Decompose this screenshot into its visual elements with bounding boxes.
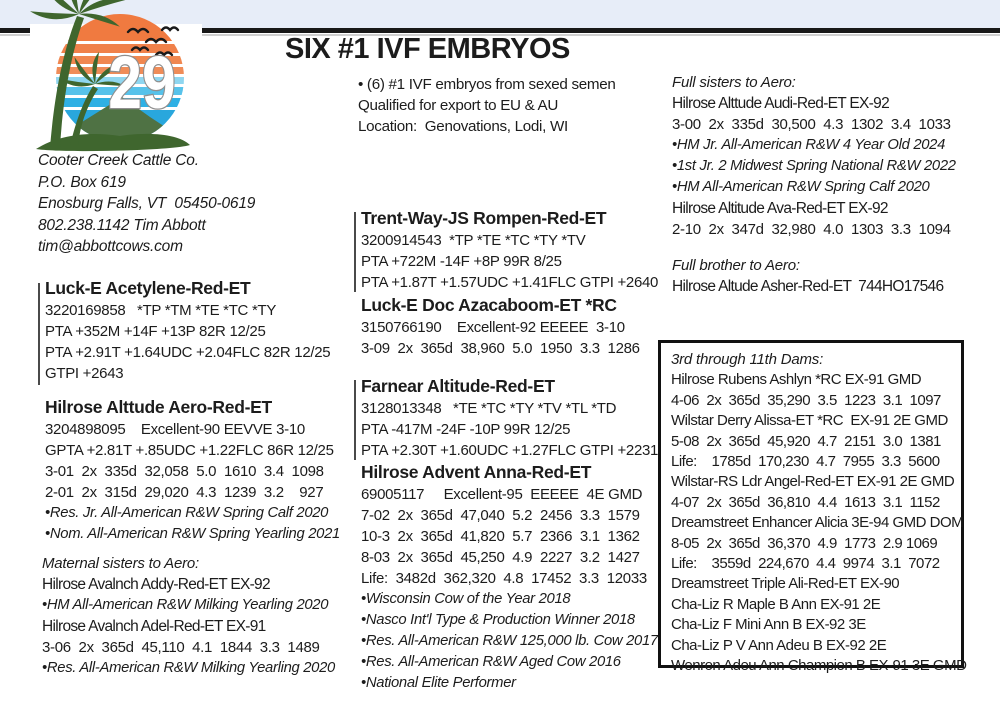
lactation-record: 3-06 2x 365d 45,110 4.1 1844 3.3 1489 [42, 639, 320, 656]
pedigree-name: Hilrose Alttude Aero-Red-ET [45, 397, 272, 417]
award-line: •Res. All-American R&W Milking Yearling 2020 [42, 660, 335, 676]
lifetime-record: Life: 3482d 362,320 4.8 17452 3.3 12033 [361, 570, 647, 587]
section-label: Full brother to Aero: [672, 257, 800, 274]
pedigree-bracket-line [354, 380, 356, 460]
pedigree-line: PTA +722M -14F +8P 99R 8/25 [361, 253, 562, 270]
pedigree-line: 3204898095 Excellent-90 EEVVE 3-10 [45, 421, 305, 438]
pedigree-name: Trent-Way-JS Rompen-Red-ET [361, 208, 607, 228]
award-line: •HM All-American R&W Milking Yearling 2020 [42, 597, 329, 613]
pedigree-line: GPTA +2.81T +.85UDC +1.22FLC 86R 12/25 [45, 442, 334, 459]
full-sisters-block [672, 72, 956, 240]
pedigree-name: Farnear Altitude-Red-ET [361, 376, 555, 396]
pedigree-line: PTA +1.87T +1.57UDC +1.41FLC GTPI +2640 [361, 274, 659, 291]
animal-name: Wilstar Derry Alissa-ET *RC EX-91 2E GMD [671, 412, 948, 430]
section-label: Maternal sisters to Aero: [42, 555, 200, 572]
lactation-record: 7-02 2x 365d 47,040 5.2 2456 3.3 1579 [361, 507, 640, 524]
lot-info-line: Location: Genovations, Lodi, WI [358, 118, 568, 135]
animal-name: Hilrose Alttude Audi-Red-ET EX-92 [672, 95, 889, 112]
award-line: •Nasco Int'l Type & Production Winner 2018 [361, 612, 635, 628]
award-line: •Res. Jr. All-American R&W Spring Calf 2020 [45, 505, 329, 521]
pedigree-line: PTA -417M -24F -10P 99R 12/25 [361, 421, 571, 438]
consignor-address: Enosburg Falls, VT 05450-0619 [38, 195, 256, 212]
section-label: Full sisters to Aero: [672, 74, 796, 91]
lot-logo [20, 0, 202, 152]
lactation-record: 8-05 2x 365d 36,370 4.9 1773 2.9 1069 [671, 534, 938, 552]
lot-info-line: Qualified for export to EU & AU [358, 97, 559, 114]
award-line: •HM Jr. All-American R&W 4 Year Old 2024 [672, 137, 946, 153]
award-line: •1st Jr. 2 Midwest Spring National R&W 2022 [672, 158, 956, 174]
pedigree-line: PTA +2.30T +1.60UDC +1.27FLC GTPI +2231 [361, 442, 659, 459]
dams-box [658, 340, 967, 675]
lifetime-record: Life: 1785d 170,230 4.7 7955 3.3 5600 [671, 453, 940, 471]
animal-name: Dreamstreet Triple Ali-Red-ET EX-90 [671, 575, 900, 593]
lactation-record: 3-01 2x 335d 32,058 5.0 1610 3.4 1098 [45, 463, 324, 480]
pedigree-line: 69005117 Excellent-95 EEEEE 4E GMD [361, 486, 643, 503]
animal-name: Wenron Adeu Ann Champion B EX-91 3E GMD [671, 657, 967, 675]
lactation-record: 8-03 2x 365d 45,250 4.9 2227 3.2 1427 [361, 549, 640, 566]
pedigree-name: Hilrose Advent Anna-Red-ET [361, 462, 592, 482]
award-line: •Wisconsin Cow of the Year 2018 [361, 591, 571, 607]
lactation-record: 3-00 2x 335d 30,500 4.3 1302 3.4 1033 [672, 116, 951, 133]
consignor-email: tim@abbottcows.com [38, 238, 183, 255]
lifetime-record: Life: 3559d 224,670 4.4 9974 3.1 7072 [671, 555, 940, 573]
animal-name: Dreamstreet Enhancer Alicia 3E-94 GMD DOM [671, 514, 964, 532]
lactation-record: 10-3 2x 365d 41,820 5.7 2366 3.1 1362 [361, 528, 640, 545]
full-brother-block [672, 255, 943, 297]
animal-name: Wilstar-RS Ldr Angel-Red-ET EX-91 2E GMD [671, 473, 955, 491]
pedigree-line: PTA +2.91T +1.64UDC +2.04FLC 82R 12/25 [45, 344, 331, 361]
animal-name: Cha-Liz R Maple B Ann EX-91 2E [671, 595, 881, 613]
pedigree-acetylene [45, 277, 330, 384]
pedigree-line: PTA +352M +14F +13P 82R 12/25 [45, 323, 266, 340]
award-line: •Res. All-American R&W Aged Cow 2016 [361, 654, 621, 670]
animal-name: Hilrose Avalnch Adel-Red-ET EX-91 [42, 618, 266, 635]
animal-name: Hilrose Rubens Ashlyn *RC EX-91 GMD [671, 371, 922, 389]
pedigree-name: Luck-E Acetylene-Red-ET [45, 278, 251, 298]
pedigree-line: 3128013348 *TE *TC *TY *TV *TL *TD [361, 400, 617, 417]
lactation-record: 5-08 2x 365d 45,920 4.7 2151 3.0 1381 [671, 432, 941, 450]
pedigree-line: GTPI +2643 [45, 365, 124, 382]
maternal-sisters-block [42, 553, 335, 679]
pedigree-altitude [361, 375, 658, 461]
pedigree-name: Luck-E Doc Azacaboom-ET *RC [361, 295, 617, 315]
lactation-record: 2-01 2x 315d 29,020 4.3 1239 3.2 927 [45, 484, 324, 501]
pedigree-line: 3220169858 *TP *TM *TE *TC *TY [45, 302, 277, 319]
consignor-address: P.O. Box 619 [38, 173, 126, 191]
pedigree-azacaboom [361, 294, 640, 359]
pedigree-rompen [361, 207, 658, 293]
consignor-block [38, 150, 255, 258]
pedigree-aero [45, 396, 340, 545]
page-title: SIX #1 IVF EMBRYOS [285, 33, 570, 65]
animal-name: Cha-Liz P V Ann Adeu B EX-92 2E [671, 636, 887, 654]
lactation-record: 2-10 2x 347d 32,980 4.0 1303 3.3 1094 [672, 221, 951, 238]
pedigree-bracket-line [38, 283, 40, 385]
lot-info [358, 74, 616, 137]
pedigree-anna [361, 461, 658, 694]
lactation-record: 4-07 2x 365d 36,810 4.4 1613 3.1 1152 [671, 493, 940, 511]
consignor-name: Cooter Creek Cattle Co. [38, 152, 199, 169]
consignor-phone: 802.238.1142 Tim Abbott [38, 216, 206, 234]
animal-name: Cha-Liz F Mini Ann B EX-92 3E [671, 616, 866, 634]
lot-info-line: • (6) #1 IVF embryos from sexed semen [358, 76, 616, 93]
award-line: •HM All-American R&W Spring Calf 2020 [672, 179, 930, 195]
award-line: •Nom. All-American R&W Spring Yearling 2021 [45, 526, 340, 542]
pedigree-bracket-line [354, 212, 356, 292]
award-line: •Res. All-American R&W 125,000 lb. Cow 2017 [361, 633, 658, 649]
animal-name: Hilrose Altitude Ava-Red-ET EX-92 [672, 200, 888, 217]
pedigree-line: 3150766190 Excellent-92 EEEEE 3-10 [361, 319, 625, 336]
lactation-record: 3-09 2x 365d 38,960 5.0 1950 3.3 1286 [361, 340, 640, 357]
animal-name: Hilrose Avalnch Addy-Red-ET EX-92 [42, 576, 270, 593]
animal-name: Hilrose Altude Asher-Red-ET 744HO17546 [672, 278, 944, 295]
award-line: •National Elite Performer [361, 675, 516, 691]
section-label: 3rd through 11th Dams: [671, 351, 824, 368]
lactation-record: 4-06 2x 365d 35,290 3.5 1223 3.1 1097 [671, 391, 941, 409]
lot-number: 29 [108, 42, 176, 125]
pedigree-line: 3200914543 *TP *TE *TC *TY *TV [361, 232, 586, 249]
